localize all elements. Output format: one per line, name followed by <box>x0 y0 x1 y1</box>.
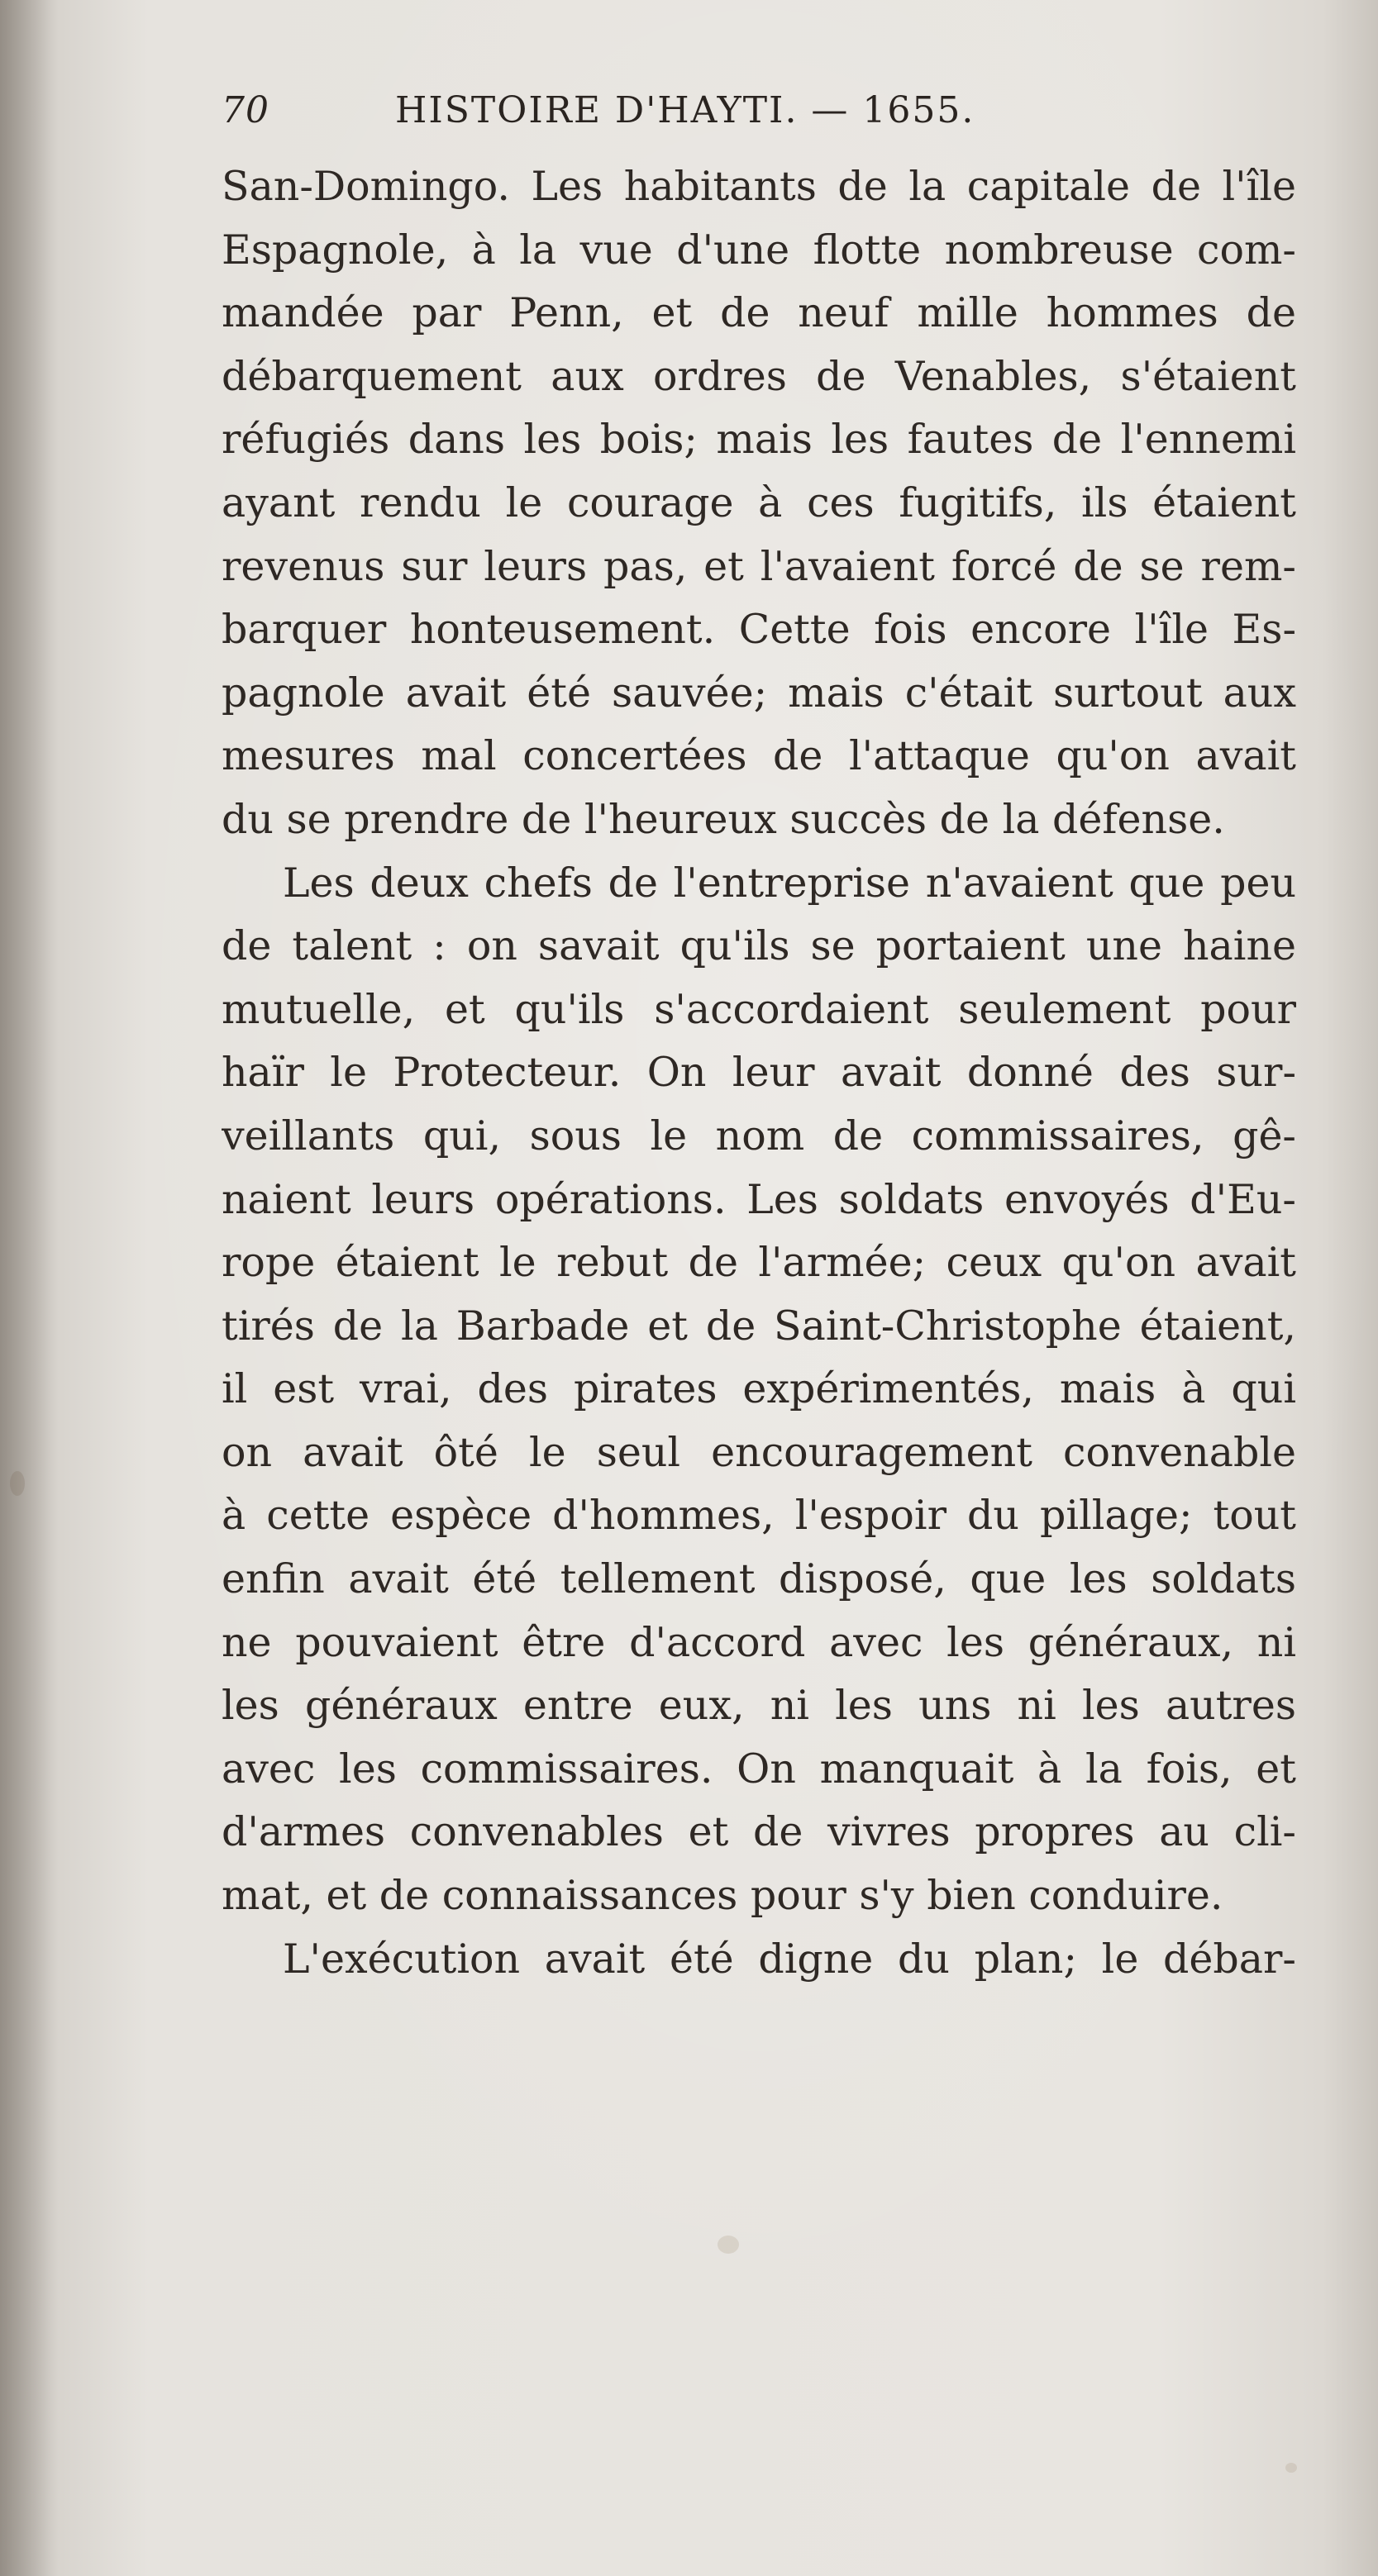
text-line: barquer honteusement. Cette fois encore l'île Es- <box>222 606 1296 654</box>
text-line: réfugiés dans les bois; mais les fautes de l'ennemi <box>222 416 1296 464</box>
text-line: rope étaient le rebut de l'armée; ceux qu'on avait <box>222 1239 1296 1287</box>
text-line: du se prendre de l'heureux succès de la défense. <box>222 795 1225 843</box>
text-line: à cette espèce d'hommes, l'espoir du pillage; tout <box>222 1492 1296 1540</box>
text-line: mat, et de connaissances pour s'y bien conduire. <box>222 1872 1223 1920</box>
text-line: avec les commissaires. On manquait à la fois, et <box>222 1745 1296 1793</box>
text-line: de talent : on savait qu'ils se portaient une haine <box>222 922 1296 970</box>
paper-stain <box>718 2236 739 2254</box>
text-line: San-Domingo. Les habitants de la capitale de l'île <box>222 163 1296 210</box>
text-line: débarquement aux ordres de Venables, s'étaient <box>222 352 1296 400</box>
text-line: les généraux entre eux, ni les uns ni les autres <box>222 1682 1296 1730</box>
text-line: mandée par Penn, et de neuf mille hommes de <box>222 289 1296 337</box>
text-line: on avait ôté le seul encouragement convenable <box>222 1428 1296 1476</box>
paragraph-3 <box>222 1928 1296 1992</box>
text-line: enfin avait été tellement disposé, que les soldats <box>222 1555 1296 1603</box>
paragraph-1 <box>222 155 1296 852</box>
text-line: tirés de la Barbade et de Saint-Christophe étaient, <box>222 1302 1296 1350</box>
paper-stain <box>1285 2463 1297 2473</box>
text-line: haïr le Protecteur. On leur avait donné des sur- <box>222 1049 1296 1097</box>
text-line: naient leurs opérations. Les soldats envoyés d'Eu- <box>222 1175 1296 1223</box>
page-number: 70 <box>222 89 269 131</box>
text-line: mutuelle, et qu'ils s'accordaient seulement pour <box>222 985 1296 1033</box>
text-line: mesures mal concertées de l'attaque qu'on avait <box>222 732 1296 780</box>
text-line: veillants qui, sous le nom de commissaires, gê- <box>222 1112 1296 1159</box>
text-line: L'exécution avait été digne du plan; le débar- <box>283 1935 1296 1983</box>
gutter-shadow <box>0 0 58 2576</box>
body-text <box>222 155 1296 1991</box>
text-line: ayant rendu le courage à ces fugitifs, ils étaient <box>222 479 1296 526</box>
text-line: Les deux chefs de l'entreprise n'avaient que peu <box>283 859 1296 907</box>
text-line: d'armes convenables et de vivres propres au cli- <box>222 1808 1296 1856</box>
paragraph-2 <box>222 852 1296 1928</box>
running-title: HISTOIRE D'HAYTI. — 1655. <box>395 89 975 131</box>
page-header <box>222 89 1304 147</box>
paper-stain <box>10 1471 25 1496</box>
text-line: revenus sur leurs pas, et l'avaient forcé de se rem- <box>222 542 1296 590</box>
text-line: Espagnole, à la vue d'une flotte nombreuse com- <box>222 226 1296 274</box>
text-line: pagnole avait été sauvée; mais c'était surtout aux <box>222 669 1296 717</box>
text-line: il est vrai, des pirates expérimentés, mais à qui <box>222 1365 1296 1413</box>
text-line: ne pouvaient être d'accord avec les généraux, ni <box>222 1618 1296 1666</box>
